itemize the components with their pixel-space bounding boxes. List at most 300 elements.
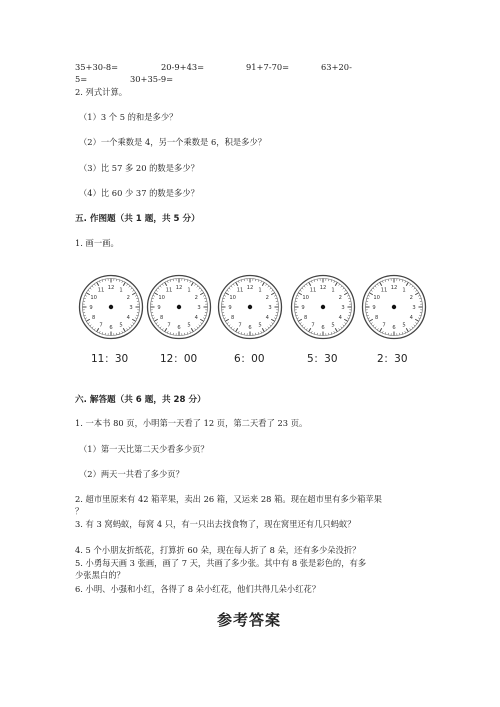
clock-minute-tick <box>377 328 378 330</box>
clock-minute-tick <box>300 290 302 291</box>
clock-hour-tick <box>86 319 89 321</box>
clock-numeral: 7 <box>311 322 315 329</box>
clock-hour-tick <box>165 282 167 285</box>
clock-numeral: 8 <box>160 315 164 321</box>
clock-numeral: 5 <box>187 322 191 329</box>
clock-minute-tick <box>85 295 87 296</box>
clock-hour-tick <box>380 328 382 331</box>
clock-minute-tick <box>85 318 87 319</box>
clock-hour-tick <box>123 282 125 285</box>
clock-hour-tick <box>271 319 274 321</box>
clock-hour-tick <box>86 293 89 295</box>
clock-hour-tick <box>369 319 372 321</box>
clock-svg <box>361 274 427 340</box>
section6-q1-sub2: （2）两天一共看了多少页？ <box>79 469 184 479</box>
clock-minute-tick <box>371 323 373 324</box>
clock-minute-tick <box>156 323 158 324</box>
clock-hour-tick <box>415 293 418 295</box>
clock-minute-tick <box>152 315 154 316</box>
clock-minute-tick <box>266 284 267 286</box>
clock-hour-tick <box>335 282 337 285</box>
clock-minute-tick <box>199 288 200 289</box>
clock-minute-tick <box>347 318 349 319</box>
clock-minute-tick <box>368 318 370 319</box>
clock-numeral: 7 <box>99 322 103 329</box>
clock-minute-tick <box>314 280 315 282</box>
clock-minute-tick <box>375 286 376 287</box>
clock-numeral: 3 <box>197 305 201 311</box>
clock-numeral: 12 <box>246 285 254 291</box>
clock-hour-tick <box>97 328 99 331</box>
clock-minute-tick <box>270 288 271 289</box>
clock-minute-tick <box>229 288 230 289</box>
clock-numeral: 4 <box>338 315 342 321</box>
clock-minute-tick <box>415 323 417 324</box>
calc-item-4: 63+20- <box>321 62 352 72</box>
clock-minute-tick <box>348 315 350 316</box>
clock-minute-tick <box>233 284 234 286</box>
clock-numeral: 5 <box>119 322 123 329</box>
calc-item-1: 35+30-8= <box>75 62 119 72</box>
clock-minute-tick <box>92 286 93 287</box>
clock-numeral: 12 <box>390 285 398 291</box>
clock-minute-tick <box>102 280 103 282</box>
clock-minute-tick <box>419 298 421 299</box>
clock-label-3: 6：00 <box>234 353 265 365</box>
q2-item-3: （3）比 57 多 20 的数是多少？ <box>79 163 199 173</box>
clock-minute-tick <box>200 290 202 291</box>
clock-minute-tick <box>131 288 132 289</box>
clock-minute-tick <box>331 332 332 334</box>
clock-numeral: 1 <box>119 287 123 294</box>
clock-minute-tick <box>341 286 342 287</box>
clock-numeral: 10 <box>302 295 309 301</box>
clock-minute-tick <box>414 325 415 326</box>
clock-minute-tick <box>224 318 226 319</box>
clock-hour-tick <box>236 328 238 331</box>
clock-hour-tick <box>335 328 337 331</box>
clock-minute-tick <box>311 331 312 333</box>
clock-minute-tick <box>297 295 299 296</box>
clock-numeral: 3 <box>412 305 416 311</box>
clock-minute-tick <box>275 315 277 316</box>
clock-minute-tick <box>296 298 298 299</box>
clock-minute-tick <box>261 281 262 283</box>
clock-minute-tick <box>167 331 168 333</box>
clock-numeral: 1 <box>331 287 335 294</box>
clock-numeral: 2 <box>126 295 130 301</box>
clock-hour-tick <box>415 319 418 321</box>
clock-minute-tick <box>203 295 205 296</box>
clock-minute-tick <box>419 315 421 316</box>
clock-label-4: 5：30 <box>307 353 338 365</box>
clock-minute-tick <box>152 298 154 299</box>
clock-minute-tick <box>231 286 232 287</box>
clock-minute-tick <box>258 332 259 334</box>
clock-minute-tick <box>197 327 198 328</box>
clock-hour-tick <box>97 282 99 285</box>
clock-numeral: 7 <box>167 322 171 329</box>
clock-minute-tick <box>405 281 406 283</box>
clock-minute-tick <box>302 288 303 289</box>
clock-hour-tick <box>132 319 135 321</box>
clock-minute-tick <box>88 323 90 324</box>
clock-numeral: 4 <box>265 315 269 321</box>
clock-minute-tick <box>367 298 369 299</box>
clock-face-2 <box>146 274 212 340</box>
section6-q3: 3. 有 3 窝蚂蚁，每窝 4 只，有一只出去找食物了，现在窝里还有几只蚂蚁？ <box>75 519 356 529</box>
clock-minute-tick <box>331 280 332 282</box>
clock-minute-tick <box>258 280 259 282</box>
clock-hour-tick <box>123 328 125 331</box>
clock-minute-tick <box>195 328 196 330</box>
section6-q1: 1. 一本书 80 页，小明第一天看了 12 页，第二天看了 23 页。 <box>75 418 308 428</box>
section6-heading: 六. 解答题（共 6 题，共 28 分） <box>75 395 206 405</box>
clock-numeral: 12 <box>175 285 183 291</box>
clock-numeral: 3 <box>341 305 345 311</box>
clock-minute-tick <box>402 332 403 334</box>
clock-minute-tick <box>227 323 229 324</box>
clock-numeral: 2 <box>265 295 269 301</box>
clock-minute-tick <box>229 325 230 326</box>
clock-svg <box>217 274 283 340</box>
clock-minute-tick <box>162 284 163 286</box>
clock-hour-tick <box>165 328 167 331</box>
calc-item-4-cont: 5= <box>75 74 88 84</box>
clock-minute-tick <box>99 331 100 333</box>
clock-minute-tick <box>311 281 312 283</box>
clock-numeral: 11 <box>380 287 388 294</box>
clock-svg <box>146 274 212 340</box>
clock-minute-tick <box>339 284 340 286</box>
clock-numeral: 2 <box>194 295 198 301</box>
clock-minute-tick <box>302 325 303 326</box>
clock-minute-tick <box>167 281 168 283</box>
clock-center-dot <box>321 305 325 309</box>
clock-face-1 <box>78 274 144 340</box>
clock-minute-tick <box>341 327 342 328</box>
clock-minute-tick <box>300 323 302 324</box>
clock-numeral: 9 <box>301 305 305 311</box>
clock-minute-tick <box>153 318 155 319</box>
clock-minute-tick <box>132 290 134 291</box>
clock-minute-tick <box>122 281 123 283</box>
clock-minute-tick <box>268 286 269 287</box>
clock-minute-tick <box>415 290 417 291</box>
clock-minute-tick <box>347 295 349 296</box>
clock-minute-tick <box>274 295 276 296</box>
clock-minute-tick <box>132 323 134 324</box>
clock-minute-tick <box>99 281 100 283</box>
clock-minute-tick <box>197 286 198 287</box>
clock-minute-tick <box>94 328 95 330</box>
clock-hour-tick <box>344 319 347 321</box>
clock-svg <box>78 274 144 340</box>
clock-numeral: 8 <box>375 315 379 321</box>
clock-minute-tick <box>343 288 344 289</box>
clock-hour-tick <box>154 293 157 295</box>
clock-minute-tick <box>402 280 403 282</box>
clock-numeral: 11 <box>236 287 244 294</box>
clock-numeral: 6 <box>177 325 181 331</box>
clock-hour-tick <box>380 282 382 285</box>
clock-minute-tick <box>223 298 225 299</box>
clock-hour-tick <box>191 282 193 285</box>
clock-hour-tick <box>309 282 311 285</box>
clock-minute-tick <box>153 295 155 296</box>
clock-minute-tick <box>127 284 128 286</box>
clock-minute-tick <box>170 280 171 282</box>
clock-minute-tick <box>306 328 307 330</box>
clock-numeral: 8 <box>92 315 96 321</box>
clock-minute-tick <box>88 290 90 291</box>
clock-numeral: 7 <box>382 322 386 329</box>
clock-numeral: 8 <box>304 315 308 321</box>
clock-minute-tick <box>233 328 234 330</box>
clock-numeral: 1 <box>258 287 262 294</box>
clock-minute-tick <box>266 328 267 330</box>
clock-minute-tick <box>377 284 378 286</box>
clock-hour-tick <box>344 293 347 295</box>
clock-minute-tick <box>271 323 273 324</box>
clock-minute-tick <box>344 323 346 324</box>
clock-minute-tick <box>412 286 413 287</box>
clock-minute-tick <box>368 295 370 296</box>
clock-minute-tick <box>136 315 138 316</box>
clock-hour-tick <box>369 293 372 295</box>
clock-hour-tick <box>271 293 274 295</box>
clock-numeral: 9 <box>89 305 93 311</box>
clock-numeral: 2 <box>409 295 413 301</box>
clock-minute-tick <box>334 331 335 333</box>
clock-numeral: 2 <box>338 295 342 301</box>
clock-hour-tick <box>236 282 238 285</box>
clock-minute-tick <box>158 288 159 289</box>
clock-minute-tick <box>385 280 386 282</box>
calc-item-3: 91+7-70= <box>246 62 290 72</box>
clock-hour-tick <box>225 319 228 321</box>
section6-q4: 4. 5 个小朋友折纸花，打算折 60 朵，现在每人折了 8 朵，还有多少朵没折？ <box>75 545 361 555</box>
clock-minute-tick <box>129 286 130 287</box>
clock-minute-tick <box>271 290 273 291</box>
clock-minute-tick <box>199 325 200 326</box>
clock-minute-tick <box>203 318 205 319</box>
clock-label-1: 11：30 <box>91 353 129 365</box>
clock-minute-tick <box>160 286 161 287</box>
clock-minute-tick <box>385 332 386 334</box>
clock-minute-tick <box>297 318 299 319</box>
section6-q6: 6. 小明、小强和小红，各得了 8 朵小红花，他们共得几朵小红花？ <box>75 584 321 594</box>
clock-minute-tick <box>410 328 411 330</box>
clock-minute-tick <box>195 284 196 286</box>
section6-q1-sub1: （1）第一天比第二天少看多少页？ <box>79 444 209 454</box>
clock-minute-tick <box>204 298 206 299</box>
clock-minute-tick <box>102 332 103 334</box>
clock-minute-tick <box>190 281 191 283</box>
q2-item-4: （4）比 60 少 37 的数是多少？ <box>79 188 199 198</box>
clock-minute-tick <box>382 281 383 283</box>
clock-face-4 <box>290 274 356 340</box>
section5-heading: 五. 作图题（共 1 题，共 5 分） <box>75 214 200 224</box>
clock-minute-tick <box>348 298 350 299</box>
clock-minute-tick <box>339 328 340 330</box>
clock-hour-tick <box>309 328 311 331</box>
clock-hour-tick <box>406 328 408 331</box>
clock-minute-tick <box>204 315 206 316</box>
q2-item-1: （1）3 个 5 的和是多少？ <box>79 112 178 122</box>
clock-hour-tick <box>225 293 228 295</box>
clock-numeral: 10 <box>158 295 165 301</box>
clock-minute-tick <box>261 331 262 333</box>
clock-numeral: 10 <box>90 295 97 301</box>
clock-hour-tick <box>154 319 157 321</box>
clock-minute-tick <box>131 325 132 326</box>
clock-hour-tick <box>200 293 203 295</box>
clock-minute-tick <box>304 327 305 328</box>
clock-svg <box>290 274 356 340</box>
clock-minute-tick <box>373 288 374 289</box>
clock-numeral: 5 <box>331 322 335 329</box>
clock-minute-tick <box>367 315 369 316</box>
clock-center-dot <box>392 305 396 309</box>
clock-minute-tick <box>238 331 239 333</box>
calc-item-5: 30+35-9= <box>130 74 174 84</box>
clock-numeral: 9 <box>372 305 376 311</box>
clock-minute-tick <box>304 286 305 287</box>
clock-minute-tick <box>119 280 120 282</box>
clock-numeral: 6 <box>392 325 396 331</box>
clock-numeral: 7 <box>238 322 242 329</box>
clock-minute-tick <box>238 281 239 283</box>
clock-minute-tick <box>418 295 420 296</box>
clock-minute-tick <box>296 315 298 316</box>
clock-minute-tick <box>135 318 137 319</box>
clock-label-5: 2：30 <box>377 353 408 365</box>
clock-minute-tick <box>158 325 159 326</box>
clock-numeral: 5 <box>402 322 406 329</box>
clock-minute-tick <box>127 328 128 330</box>
clock-minute-tick <box>224 295 226 296</box>
clock-numeral: 11 <box>165 287 173 294</box>
clock-minute-tick <box>94 284 95 286</box>
clock-numeral: 6 <box>321 325 325 331</box>
clock-hour-tick <box>262 328 264 331</box>
clock-minute-tick <box>275 298 277 299</box>
clock-minute-tick <box>156 290 158 291</box>
clock-minute-tick <box>418 318 420 319</box>
clock-numeral: 4 <box>126 315 130 321</box>
clock-minute-tick <box>90 288 91 289</box>
clock-minute-tick <box>270 325 271 326</box>
clock-minute-tick <box>334 281 335 283</box>
clock-minute-tick <box>135 295 137 296</box>
clock-minute-tick <box>314 332 315 334</box>
clock-numeral: 10 <box>373 295 380 301</box>
clock-numeral: 9 <box>228 305 232 311</box>
clock-numeral: 4 <box>194 315 198 321</box>
answer-title: 参考答案 <box>217 611 282 629</box>
clock-minute-tick <box>187 332 188 334</box>
clock-minute-tick <box>344 290 346 291</box>
clock-hour-tick <box>298 293 301 295</box>
clock-numeral: 11 <box>309 287 317 294</box>
clock-numeral: 5 <box>258 322 262 329</box>
clock-numeral: 6 <box>248 325 252 331</box>
calc-item-2: 20-9+43= <box>161 62 205 72</box>
clock-minute-tick <box>90 325 91 326</box>
clock-numeral: 10 <box>229 295 236 301</box>
clock-numeral: 8 <box>231 315 235 321</box>
clock-minute-tick <box>412 327 413 328</box>
clock-center-dot <box>248 305 252 309</box>
clock-minute-tick <box>241 332 242 334</box>
clock-minute-tick <box>343 325 344 326</box>
section6-q2-line1: 2. 超市里原来有 42 箱苹果，卖出 26 箱，又运来 28 箱。现在超市里有多少箱苹果 <box>75 494 382 504</box>
clock-minute-tick <box>274 318 276 319</box>
clock-hour-tick <box>298 319 301 321</box>
clock-minute-tick <box>84 315 86 316</box>
section6-q2-line2: ？ <box>75 506 84 516</box>
clock-minute-tick <box>84 298 86 299</box>
clock-numeral: 9 <box>157 305 161 311</box>
clock-minute-tick <box>241 280 242 282</box>
clock-minute-tick <box>136 298 138 299</box>
clock-numeral: 4 <box>409 315 413 321</box>
clock-hour-tick <box>132 293 135 295</box>
clock-center-dot <box>177 305 181 309</box>
clock-hour-tick <box>200 319 203 321</box>
clock-minute-tick <box>187 280 188 282</box>
clock-numeral: 11 <box>97 287 105 294</box>
clock-minute-tick <box>119 332 120 334</box>
q2-title: 2. 列式计算。 <box>75 87 128 97</box>
clock-minute-tick <box>227 290 229 291</box>
clock-minute-tick <box>414 288 415 289</box>
clock-minute-tick <box>170 332 171 334</box>
clock-minute-tick <box>405 331 406 333</box>
clock-minute-tick <box>306 284 307 286</box>
clock-minute-tick <box>223 315 225 316</box>
section5-q1: 1. 画一画。 <box>75 238 119 248</box>
clock-numeral: 12 <box>107 285 115 291</box>
clock-face-5 <box>361 274 427 340</box>
clock-minute-tick <box>410 284 411 286</box>
clock-minute-tick <box>160 327 161 328</box>
clock-numeral: 6 <box>109 325 113 331</box>
clock-minute-tick <box>190 331 191 333</box>
clock-minute-tick <box>382 331 383 333</box>
clock-hour-tick <box>262 282 264 285</box>
clock-hour-tick <box>191 328 193 331</box>
clock-minute-tick <box>122 331 123 333</box>
clock-minute-tick <box>268 327 269 328</box>
clock-face-3 <box>217 274 283 340</box>
clock-minute-tick <box>371 290 373 291</box>
clock-numeral: 3 <box>268 305 272 311</box>
clock-minute-tick <box>200 323 202 324</box>
clock-numeral: 1 <box>402 287 406 294</box>
clock-numeral: 3 <box>129 305 133 311</box>
section6-q5-line2: 少张黑白的？ <box>75 570 125 580</box>
clock-minute-tick <box>129 327 130 328</box>
clock-minute-tick <box>92 327 93 328</box>
clock-numeral: 1 <box>187 287 191 294</box>
clock-minute-tick <box>373 325 374 326</box>
section6-q5-line1: 5. 小勇每天画 3 张画，画了 7 天，共画了多少张。其中有 8 张是彩色的，有多 <box>75 558 367 568</box>
q2-item-2: （2）一个乘数是 4，另一个乘数是 6，积是多少？ <box>79 137 267 147</box>
clock-numeral: 12 <box>319 285 327 291</box>
clock-minute-tick <box>231 327 232 328</box>
